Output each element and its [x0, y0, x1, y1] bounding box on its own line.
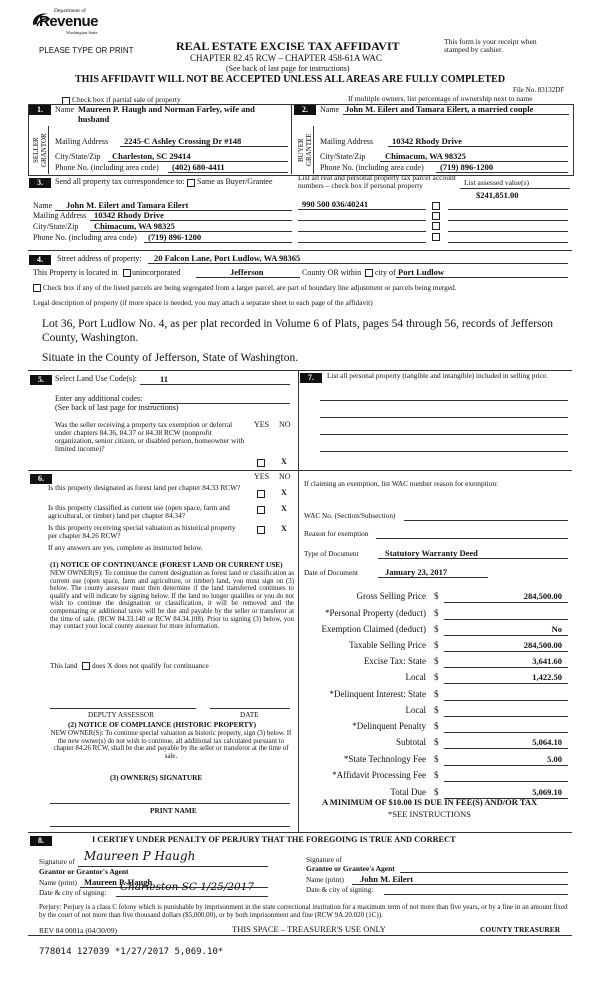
grantor-name-label: Name (print) — [39, 878, 77, 887]
buyer-mailing-label: Mailing Address — [320, 137, 374, 146]
street-address-label: Street address of property: — [57, 254, 142, 263]
print-name-label: PRINT NAME — [150, 806, 197, 815]
perjury-notice: Perjury: Perjury is a class C felony which is punishable by imprisonment in the state correctional institution for a maximum term of not more than five years, or by a fine in an amount fixed by the court of not more than five thousand dollars ($5,000.00), or by both imprisonment and fine (RCW 9A.20.020 (1C)). — [39, 903, 568, 920]
unincorporated-label: unincorporated — [132, 268, 181, 277]
county-name[interactable]: Jefferson — [230, 267, 264, 277]
buyer-city-label: City/State/Zip — [320, 152, 366, 161]
seller-mailing[interactable]: 2245-C Ashley Crossing Dr #148 — [124, 136, 242, 146]
same-as-buyer-label: Same as Buyer/Grantee — [197, 177, 273, 186]
sec3-name-label: Name — [33, 201, 53, 210]
seller-name[interactable]: Maureen P. Haugh and Norman Farley, wife and husband — [78, 104, 255, 124]
seller-name-label: Name — [55, 105, 75, 114]
money-row-value[interactable]: 284,500.00 — [523, 640, 562, 650]
dollar-sign: $ — [434, 721, 439, 731]
logo-wa-text: Washington State — [66, 30, 98, 35]
city-name[interactable]: Port Ludlow — [398, 267, 445, 277]
money-row-underline — [444, 667, 568, 668]
sec3-name[interactable]: John M. Eilert and Tamara Eilert — [66, 200, 189, 210]
sec3-city[interactable]: Chimacum, WA 98325 — [94, 221, 175, 231]
city-checkbox[interactable] — [365, 269, 373, 277]
money-row-label: *Delinquent Interest: State — [329, 689, 426, 699]
additional-codes-label: Enter any additional codes: — [55, 394, 143, 403]
grantee-agent-label: Grantee or Grantee's Agent — [306, 864, 395, 873]
historic-question: Is this property receiving special valuation as historical property per chapter 84.26 RCW? — [48, 523, 236, 541]
money-row-underline — [444, 619, 568, 620]
certify-statement: I CERTIFY UNDER PENALTY OF PERJURY THAT THE FOREGOING IS TRUE AND CORRECT — [92, 835, 456, 844]
money-row-label: Excise Tax: State — [363, 656, 426, 666]
owner-signature-title: (3) OWNER(S) SIGNATURE — [110, 773, 203, 782]
money-row-underline — [444, 716, 568, 717]
sec6-no-header: NO — [279, 472, 291, 481]
seller-phone[interactable]: (402) 680-4411 — [172, 162, 225, 172]
deputy-assessor-label: DEPUTY ASSESSOR — [88, 710, 155, 719]
buyer-name-label: Name — [320, 105, 340, 114]
county-treasurer-label: COUNTY TREASURER — [480, 925, 561, 934]
seller-mailing-label: Mailing Address — [55, 137, 109, 146]
file-number: File No. 83132DF — [513, 86, 565, 94]
land-use-label: Select Land Use Code(s): — [55, 374, 137, 383]
money-row-underline — [444, 765, 568, 766]
money-row-label: Subtotal — [395, 737, 426, 747]
sec5-yes-header: YES — [254, 420, 270, 429]
dollar-sign: $ — [434, 656, 439, 666]
money-row-underline — [444, 732, 568, 733]
historic-yes-checkbox[interactable] — [257, 526, 265, 534]
grantor-printed-name[interactable]: Maureen P. Haugh — [84, 877, 153, 887]
assessed-value-label: List assessed value(s) — [464, 178, 529, 187]
grantee-signature-of-label: Signature of — [306, 855, 342, 864]
money-row-label: Gross Selling Price — [356, 591, 426, 601]
seller-exemption-question: Was the seller receiving a property tax exemption or deferral under chapters 84.36, 84.37 or 84.38 RCW (nonprofit organization, senior citizen, or disabled person, homeowner with limited income)? — [55, 420, 245, 454]
money-row-label: Exemption Claimed (deduct) — [321, 624, 426, 634]
historic-no-mark[interactable]: X — [281, 524, 287, 533]
minimum-fee-notice: A MINIMUM OF $10.00 IS DUE IN FEE(S) AND/OR TAX — [322, 797, 538, 807]
seller-grantor-label: SELLER GRANTOR — [32, 133, 48, 167]
dollar-sign: $ — [434, 591, 439, 601]
money-row-value[interactable]: 5,064.10 — [532, 737, 562, 747]
personal-property-checkbox-3[interactable] — [432, 222, 440, 230]
buyer-mailing[interactable]: 10342 Rhody Drive — [392, 136, 462, 146]
see-instructions-text: *SEE INSTRUCTIONS — [388, 809, 471, 819]
dollar-sign: $ — [434, 624, 439, 634]
forest-no-mark[interactable]: X — [281, 488, 287, 497]
money-row-value[interactable]: No — [551, 624, 562, 634]
form-chapter: CHAPTER 82.45 RCW – CHAPTER 458-61A WAC — [190, 53, 382, 63]
notice-continuance-text: NEW OWNER(S): To continue the current designation as forest land or classification as current use (open space, farm and agriculture, or timber) land, you must sign on (3) below. The county assessor must then determine if the land transferred continues to qualify and will indicate by signing below. If the land no longer qualifies or you do not wish to continue the designation or classification, it will be removed and the compensating or additional taxes will be due and payable by the seller or transferor at the time of sale. (RCW 84.33.140 or RCW 84.34.108). Prior to signing (3) below, you may contact your local county assessor for more information. — [50, 570, 294, 631]
segregated-checkbox[interactable] — [33, 284, 41, 292]
grantor-date-city[interactable]: Charleston SC 1/25/2017 — [120, 881, 255, 893]
personal-property-checkbox-4[interactable] — [432, 233, 440, 241]
dollar-sign: $ — [434, 705, 439, 715]
section-2-number: 2. — [294, 105, 316, 115]
money-row-label: Local — [405, 672, 426, 682]
dollar-sign: $ — [434, 608, 439, 618]
money-row-underline — [444, 651, 568, 652]
dor-logo — [30, 8, 99, 40]
seller-phone-label: Phone No. (including area code) — [55, 163, 159, 172]
multiple-owners-label: If multiple owners, list percentage of ownership next to name — [348, 94, 533, 103]
wac-number-label: WAC No. (Section/Subsection) — [304, 511, 396, 520]
grantor-signature-of-label: Signature of — [39, 857, 75, 866]
same-as-buyer-checkbox[interactable] — [187, 179, 195, 187]
money-row-label: Local — [405, 705, 426, 715]
seller-city[interactable]: Charleston, SC 29414 — [112, 151, 191, 161]
money-row-label: Total Due — [390, 787, 426, 797]
current-use-no-mark[interactable]: X — [281, 504, 287, 513]
document-date-label: Date of Document — [304, 568, 358, 577]
buyer-name[interactable]: John M. Eilert and Tamara Eilert, a married couple — [345, 104, 534, 114]
money-row-label: Taxable Selling Price — [349, 640, 426, 650]
dollar-sign: $ — [434, 640, 439, 650]
if-yes-instruction: If any answers are yes, complete as instructed below. — [48, 543, 203, 552]
money-row-label: *Affidavit Processing Fee — [332, 770, 426, 780]
buyer-city[interactable]: Chimacum, WA 98325 — [385, 151, 466, 161]
dollar-sign: $ — [434, 672, 439, 682]
dollar-sign: $ — [434, 737, 439, 747]
qualify-checkbox[interactable] — [82, 662, 90, 670]
sec6-yes-header: YES — [254, 472, 270, 481]
grantor-date-city-label: Date & city of signing: — [39, 888, 107, 897]
county-or-label: County OR within — [302, 268, 362, 277]
located-in-label: This Property is located in — [33, 268, 118, 277]
street-address[interactable]: 20 Falcon Lane, Port Ludlow, WA 98365 — [154, 253, 301, 263]
money-row-underline — [444, 700, 568, 701]
section-3-number: 3. — [29, 178, 51, 188]
this-land-label: This land — [50, 661, 78, 670]
forest-land-question: Is this property designated as forest land per chapter 84.33 RCW? — [48, 483, 241, 492]
sec5-no-mark[interactable]: X — [281, 457, 287, 466]
money-row-value[interactable]: 1,422.50 — [532, 672, 562, 682]
form-title: REAL ESTATE EXCISE TAX AFFIDAVIT — [176, 39, 400, 53]
document-type-label: Type of Document — [304, 549, 359, 558]
money-row-label: *Delinquent Penalty — [352, 721, 426, 731]
section-4-number: 4. — [29, 255, 51, 265]
personal-property-label: List all personal property (tangible and intangible) included in selling price. — [327, 371, 549, 380]
notice-continuance-title: (1) NOTICE OF CONTINUANCE (FOREST LAND OR CURRENT USE) — [50, 560, 283, 569]
logo-revenue-text: Revenue — [39, 13, 99, 30]
money-row-value[interactable]: 3,641.60 — [532, 656, 562, 666]
assessed-value[interactable]: $241,851.00 — [476, 190, 519, 200]
forest-yes-checkbox[interactable] — [257, 490, 265, 498]
current-use-yes-checkbox[interactable] — [257, 506, 265, 514]
legal-description-line-2[interactable]: County, Washington. — [42, 332, 139, 344]
money-row-label: *Personal Property (deduct) — [325, 608, 426, 618]
money-row-value[interactable]: 5.00 — [547, 754, 562, 764]
grantor-agent-label: Grantor or Grantor's Agent — [39, 867, 129, 876]
current-use-question: Is this property classified as current use (open space, farm and agricultural, or timber) land per chapter 84.34? — [48, 503, 230, 521]
money-row-underline — [444, 683, 568, 684]
grantee-printed-name[interactable]: John M. Eilert — [360, 874, 414, 884]
grantor-signature[interactable]: Maureen P Haugh — [84, 849, 196, 863]
segregated-label: Check box if any of the listed parcels are being segregated from a larger parcel, are part of boundary line adjustment or parcels being merged. — [43, 283, 457, 292]
sec5-no-header: NO — [279, 420, 291, 429]
wac-claim-label: If claiming an exemption, list WAC number reason for exemption: — [304, 479, 498, 488]
city-of-label: city of — [375, 268, 396, 277]
money-row-value[interactable]: 5,069.10 — [532, 787, 562, 797]
see-back-text: (See back of last page for instructions) — [226, 64, 350, 73]
money-row-underline — [444, 602, 568, 603]
please-type-text: PLEASE TYPE OR PRINT — [39, 46, 134, 55]
receipt-note: This form is your receipt when stamped by cashier. — [444, 37, 537, 55]
dollar-sign: $ — [434, 689, 439, 699]
personal-property-checkbox-1[interactable] — [432, 202, 440, 210]
sec3-phone[interactable]: (719) 896-1200 — [148, 232, 202, 242]
dollar-sign: $ — [434, 770, 439, 780]
logo-dept-text: Department of — [54, 8, 86, 14]
document-type[interactable]: Statutory Warranty Deed — [385, 548, 478, 558]
sec3-mailing-label: Mailing Address — [33, 211, 87, 220]
legal-description-label: Legal description of property (if more space is needed, you may attach a separate sheet to each page of the affidavit) — [33, 298, 373, 307]
treasurer-use-text: THIS SPACE – TREASURER'S USE ONLY — [232, 924, 386, 934]
qualify-label: does X does not qualify for continuance — [92, 661, 209, 670]
assessor-date-label: DATE — [240, 710, 259, 719]
personal-property-checkbox-2[interactable] — [432, 212, 440, 220]
sec3-city-label: City/State/Zip — [33, 222, 79, 231]
land-use-code[interactable]: 11 — [160, 374, 169, 384]
send-correspondence-label: Send all property tax correspondence to: — [55, 177, 185, 186]
dollar-sign: $ — [434, 754, 439, 764]
section-6-number: 6. — [30, 474, 52, 484]
notice-compliance-title: (2) NOTICE OF COMPLIANCE (HISTORIC PROPERTY) — [68, 720, 257, 729]
section-5-number: 5. — [30, 375, 52, 385]
notice-compliance-text: NEW OWNER(S): To continue special valuation as historic property, sign (3) below. If the new owner(s) do not wish to continue, all additional tax calculated pursuant to chapter 84.26 RCW, shall be due and payable by the seller or transferor at the time of sale. — [50, 730, 292, 760]
buyer-phone-label: Phone No. (including area code) — [320, 163, 424, 172]
partial-sale-label: Check box if partial sale of property — [72, 95, 181, 104]
grantee-date-city-label: Date & city of signing: — [306, 885, 374, 894]
legal-description-line-3[interactable]: Situate in the County of Jefferson, State of Washington. — [42, 352, 299, 364]
money-row-value[interactable]: 284,500.00 — [523, 591, 562, 601]
sec5-see-back: (See back of last page for instructions) — [55, 403, 179, 412]
dollar-sign: $ — [434, 787, 439, 797]
seller-city-label: City/State/Zip — [55, 152, 101, 161]
parcel-list-label: List all real and personal property tax parcel account numbers – check box if personal property — [298, 173, 456, 191]
sec3-mailing[interactable]: 10342 Rhody Drive — [94, 210, 164, 220]
money-row-underline — [444, 781, 568, 782]
money-row-underline — [444, 635, 568, 636]
sec3-phone-label: Phone No. (including area code) — [33, 233, 137, 242]
money-row-label: *State Technology Fee — [343, 754, 426, 764]
section-7-number: 7. — [300, 373, 322, 383]
treasurer-stamp: 778014 127039 *1/27/2017 5,069.10* — [39, 947, 224, 957]
unincorporated-checkbox[interactable] — [123, 269, 131, 277]
document-date[interactable]: January 23, 2017 — [385, 567, 448, 577]
buyer-phone[interactable]: (719) 896-1200 — [440, 162, 494, 172]
section-1-number: 1. — [29, 105, 51, 115]
parcel-number[interactable]: 990 500 036/40241 — [302, 199, 369, 209]
section-8-number: 8. — [30, 836, 52, 846]
legal-description-line-1[interactable]: Lot 36, Port Ludlow No. 4, as per plat recorded in Volume 6 of Plats, pages 54 through 56, records of Jefferson — [42, 318, 554, 330]
grantee-name-label: Name (print) — [306, 875, 344, 884]
warning-text: THIS AFFIDAVIT WILL NOT BE ACCEPTED UNLESS ALL AREAS ARE FULLY COMPLETED — [75, 74, 506, 85]
exemption-reason-label: Reason for exemption — [304, 529, 369, 538]
buyer-grantee-label: BUYER GRANTEE — [297, 133, 313, 167]
form-revision: REV 84 0001a (04/30/09) — [39, 926, 117, 935]
sec5-yes-checkbox[interactable] — [257, 459, 265, 467]
money-row-underline — [444, 748, 568, 749]
